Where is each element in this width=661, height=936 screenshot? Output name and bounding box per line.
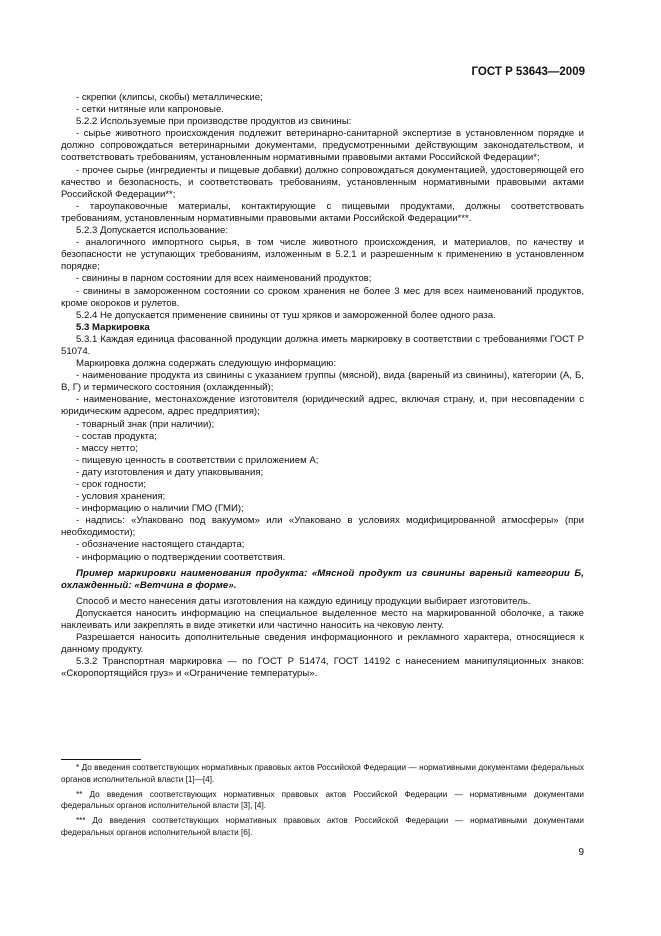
section-heading-5-3: 5.3 Маркировка [76,321,150,333]
text-line: Способ и место нанесения даты изготовления на каждую единицу продукции выбирает изготовитель. [76,595,531,607]
list-item: - срок годности; [76,479,147,490]
text-line: - скрепки (клипсы, скобы) металлические; [76,92,263,103]
footnote-3: *** До введения соответствующих нормативных правовых актов Российской Федерации — нормативными документами федеральных органов исполнительной власти [6]. [61,816,584,837]
text-line: - сырье животного происхождения подлежит ветеринарно-санитарной экспертизе в установленном порядке и должно сопровождаться ветеринарными документами, предусмотренными действующим законодательством, и соответствовать требованиям, установленным нормативными правовыми актами Российской Федерации*; [61,128,584,164]
list-item: - состав продукта; [76,430,157,442]
list-item: - товарный знак (при наличии); [76,418,215,430]
text-line: Допускается наносить информацию на специальное выделенное место на маркированной оболочке, а также наклеивать или закреплять в виде этикетки или частично наносить на чековую ленту. [61,607,584,632]
text-line: - прочее сырье (ингредиенты и пищевые добавки) должно сопровождаться документацией, удостоверяющей его качество и безопасность, и соответствовать требованиям, установленным нормативными правовыми актами Российской Федерации**; [61,164,584,200]
list-item: - дату изготовления и дату упаковывания; [76,466,264,478]
text-line: - тароупаковочные материалы, контактирующие с пищевыми продуктами, должны соответствовать требованиям, установленным нормативными правовыми актами Российской Федерации***. [61,200,584,224]
clause-5-2-4: 5.2.4 Не допускается применение свинины от туш хряков и замороженной более одного раза. [76,309,496,321]
list-item: - обозначение настоящего стандарта; [76,539,245,551]
list-item: - надпись: «Упаковано под вакуумом» или «Упаковано в условиях модифицированной атмосферы» (при необходимости); [61,515,584,539]
text-line: Разрешается наносить дополнительные сведения информационного и рекламного характера, относящиеся к данному продукту. [61,632,584,656]
text-line: - наименование продукта из свинины с указанием группы (мясной), вида (вареный из свинины), категории (А, Б, В, Г) и термического состояния (охлажденный); [61,370,584,394]
clause-5-3-1: 5.3.1 Каждая единица фасованной продукции должна иметь маркировку в соответствии с требованиями ГОСТ Р 51074. [61,333,584,357]
list-item: - информацию о наличии ГМО (ГМИ); [76,503,244,515]
document-body [61,92,584,681]
page-number: 9 [578,847,584,858]
list-item: - массу нетто; [76,442,138,454]
list-item: - условия хранения; [76,491,166,503]
footnote-1: * До введения соответствующих нормативных правовых актов Российской Федерации — нормативными документами федеральных органов исполнительной власти [1]—[4]. [61,763,584,784]
text-line: Маркировка должна содержать следующую информацию: [76,358,337,370]
standard-header: ГОСТ Р 53643—2009 [471,66,585,78]
text-line: - наименование, местонахождение изготовителя (юридический адрес, включая страну, и, при несовпадении с юридическим адресом, адрес предприятия); [61,394,584,418]
footnote-2: ** До введения соответствующих нормативных правовых актов Российской Федерации — нормативными документами федеральных органов исполнительной власти [3], [4]. [61,789,584,811]
footnote-divider [61,759,141,760]
clause-5-2-2: 5.2.2 Используемые при производстве продуктов из свинины: [76,116,352,128]
text-line: - свинины в парном состоянии для всех наименований продуктов; [76,273,372,285]
clause-5-2-3: 5.2.3 Допускается использование: [76,225,229,237]
marking-example: Пример маркировки наименования продукта: «Мясной продукт из свинины вареный категории Б, охлажденный: «Ветчина в форме». [61,567,584,591]
list-item: - пищевую ценность в соответствии с приложением А; [76,454,319,466]
text-line: - аналогичного импортного сырья, в том числе животного происхождения, и материалов, по качеству и безопасности не уступающих требованиям, изложенным в 5.2.1 и разрешенным к применению в установленном порядке; [61,237,584,273]
list-item: - информацию о подтверждении соответствия. [76,551,286,563]
clause-5-3-2: 5.3.2 Транспортная маркировка — по ГОСТ Р 51474, ГОСТ 14192 с нанесением манипуляционных знаков: «Скоропортящийся груз» и «Ограничение температуры». [61,656,584,680]
text-line: - свинины в замороженном состоянии со сроком хранения не более 3 мес для всех наименований продуктов, кроме окороков и рулетов. [61,285,584,309]
footnotes [61,762,584,842]
text-line: - сетки нитяные или капроновые. [76,104,224,116]
